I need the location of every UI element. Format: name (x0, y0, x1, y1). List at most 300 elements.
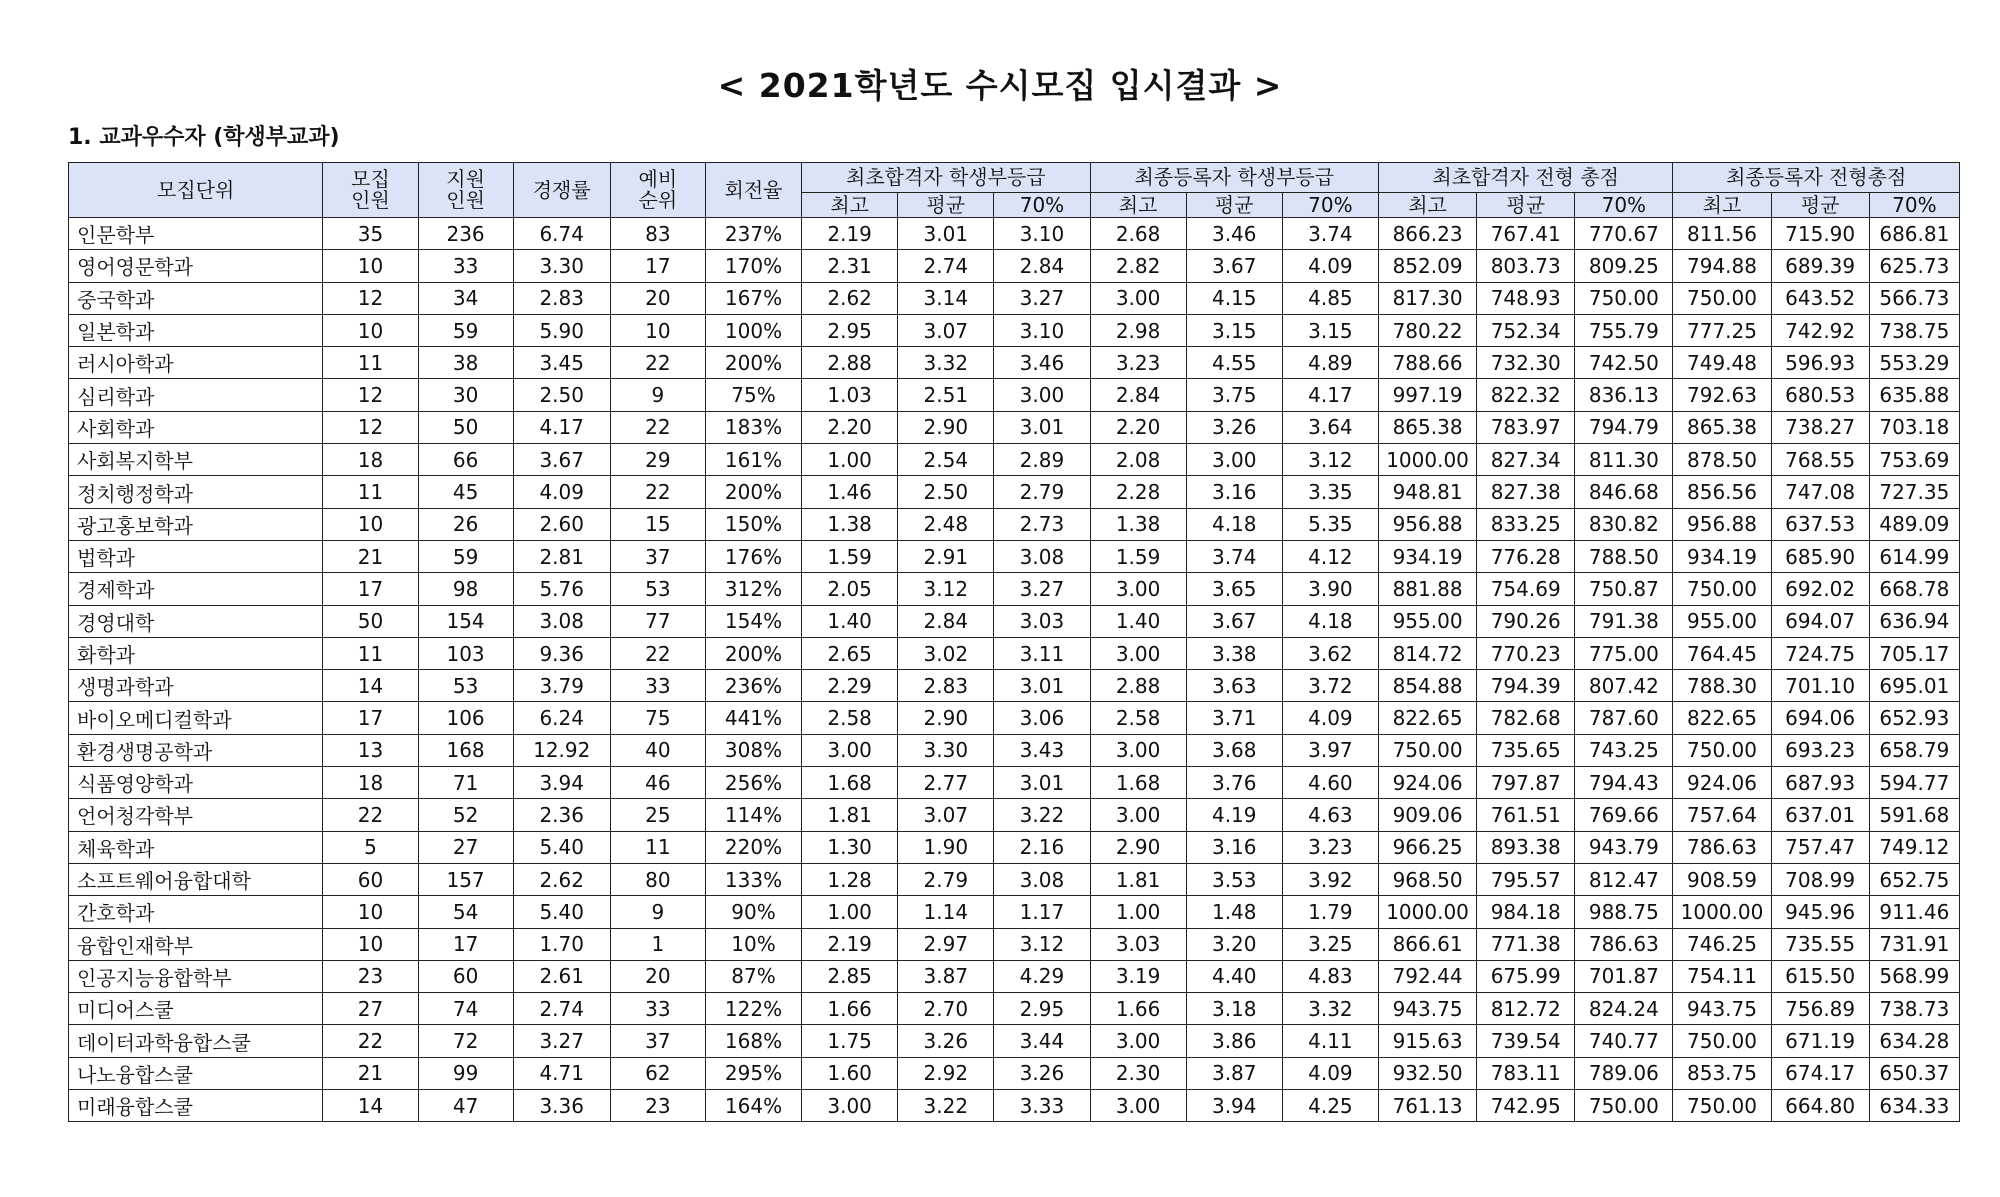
table-cell: 984.18 (1477, 896, 1575, 928)
table-row (69, 605, 1960, 637)
table-cell: 3.32 (898, 347, 994, 379)
table-cell: 4.09 (1282, 1057, 1378, 1089)
table-cell: 22 (610, 637, 705, 669)
table-cell: 2.62 (513, 863, 610, 895)
table-cell: 2.19 (802, 218, 898, 250)
table-cell: 694.06 (1771, 702, 1869, 734)
table-cell: 4.29 (994, 960, 1090, 992)
table-cell: 3.46 (994, 347, 1090, 379)
table-cell: 12 (323, 379, 418, 411)
table-cell: 10 (323, 314, 418, 346)
table-cell: 168 (418, 734, 513, 766)
table-cell: 750.00 (1673, 1090, 1771, 1122)
table-row (69, 540, 1960, 572)
unit-name-cell: 융합인재학부 (69, 928, 323, 960)
table-cell: 46 (610, 767, 705, 799)
table-cell: 814.72 (1378, 637, 1476, 669)
table-cell: 3.65 (1186, 573, 1282, 605)
table-cell: 750.00 (1673, 282, 1771, 314)
table-cell: 75% (705, 379, 801, 411)
unit-name-cell: 인공지능융합학부 (69, 960, 323, 992)
table-cell: 3.26 (994, 1057, 1090, 1089)
table-cell: 689.39 (1771, 250, 1869, 282)
table-cell: 615.50 (1771, 960, 1869, 992)
table-cell: 3.75 (1186, 379, 1282, 411)
table-cell: 71 (418, 767, 513, 799)
table-cell: 4.71 (513, 1057, 610, 1089)
table-cell: 3.71 (1186, 702, 1282, 734)
header-applicants (418, 163, 513, 218)
table-cell: 154 (418, 605, 513, 637)
table-cell: 703.18 (1869, 411, 1959, 443)
table-row (69, 993, 1960, 1025)
table-cell: 3.30 (513, 250, 610, 282)
table-cell: 3.06 (994, 702, 1090, 734)
table-cell: 106 (418, 702, 513, 734)
table-cell: 2.79 (898, 863, 994, 895)
table-cell: 74 (418, 993, 513, 1025)
table-cell: 9 (610, 379, 705, 411)
table-cell: 5.40 (513, 831, 610, 863)
table-cell: 749.12 (1869, 831, 1959, 863)
header-waitlist-text: 예비 순위 (638, 167, 678, 212)
table-cell: 997.19 (1378, 379, 1476, 411)
table-cell: 1.59 (1090, 540, 1186, 572)
table-cell: 3.08 (994, 540, 1090, 572)
table-cell: 1.68 (1090, 767, 1186, 799)
table-cell: 652.93 (1869, 702, 1959, 734)
table-cell: 59 (418, 540, 513, 572)
table-cell: 2.28 (1090, 476, 1186, 508)
header-group-final-score: 최종등록자 전형총점 (1673, 163, 1960, 193)
table-cell: 777.25 (1673, 314, 1771, 346)
table-cell: 671.19 (1771, 1025, 1869, 1057)
table-cell: 2.88 (802, 347, 898, 379)
table-cell: 99 (418, 1057, 513, 1089)
table-cell: 5.40 (513, 896, 610, 928)
unit-name-cell: 경제학과 (69, 573, 323, 605)
table-cell: 9.36 (513, 637, 610, 669)
table-cell: 3.22 (994, 799, 1090, 831)
table-cell: 35 (323, 218, 418, 250)
table-row (69, 702, 1960, 734)
table-cell: 3.10 (994, 314, 1090, 346)
admission-results-table (68, 162, 1960, 1122)
table-cell: 1000.00 (1378, 444, 1476, 476)
table-cell: 797.87 (1477, 767, 1575, 799)
table-cell: 794.39 (1477, 670, 1575, 702)
table-cell: 2.36 (513, 799, 610, 831)
table-cell: 1.90 (898, 831, 994, 863)
table-cell: 3.94 (1186, 1090, 1282, 1122)
table-cell: 12 (323, 411, 418, 443)
table-cell: 1.40 (802, 605, 898, 637)
table-cell: 658.79 (1869, 734, 1959, 766)
unit-name-cell: 나노융합스쿨 (69, 1057, 323, 1089)
table-cell: 2.68 (1090, 218, 1186, 250)
table-cell: 4.09 (1282, 702, 1378, 734)
table-cell: 38 (418, 347, 513, 379)
table-cell: 2.20 (1090, 411, 1186, 443)
table-cell: 743.25 (1575, 734, 1673, 766)
table-cell: 614.99 (1869, 540, 1959, 572)
table-cell: 865.38 (1673, 411, 1771, 443)
table-cell: 757.64 (1673, 799, 1771, 831)
table-row (69, 476, 1960, 508)
table-cell: 807.42 (1575, 670, 1673, 702)
table-cell: 625.73 (1869, 250, 1959, 282)
table-cell: 968.50 (1378, 863, 1476, 895)
table-cell: 780.22 (1378, 314, 1476, 346)
table-row (69, 734, 1960, 766)
table-cell: 18 (323, 767, 418, 799)
table-cell: 14 (323, 1090, 418, 1122)
table-cell: 727.35 (1869, 476, 1959, 508)
table-cell: 782.68 (1477, 702, 1575, 734)
table-cell: 13 (323, 734, 418, 766)
table-cell: 3.27 (513, 1025, 610, 1057)
table-cell: 3.27 (994, 573, 1090, 605)
table-cell: 811.30 (1575, 444, 1673, 476)
table-cell: 761.13 (1378, 1090, 1476, 1122)
table-cell: 11 (323, 476, 418, 508)
table-cell: 2.95 (994, 993, 1090, 1025)
table-cell: 787.60 (1575, 702, 1673, 734)
table-cell: 9 (610, 896, 705, 928)
table-cell: 4.18 (1186, 508, 1282, 540)
header-group-initial-grade: 최초합격자 학생부등급 (802, 163, 1090, 193)
table-cell: 747.08 (1771, 476, 1869, 508)
unit-name-cell: 심리학과 (69, 379, 323, 411)
table-cell: 955.00 (1378, 605, 1476, 637)
table-cell: 635.88 (1869, 379, 1959, 411)
table-cell: 1 (610, 928, 705, 960)
table-cell: 27 (418, 831, 513, 863)
table-cell: 568.99 (1869, 960, 1959, 992)
unit-name-cell: 경영대학 (69, 605, 323, 637)
table-row (69, 282, 1960, 314)
table-cell: 3.67 (1186, 250, 1282, 282)
header-ratio: 경쟁률 (513, 163, 610, 218)
table-row (69, 670, 1960, 702)
table-cell: 846.68 (1575, 476, 1673, 508)
table-cell: 3.14 (898, 282, 994, 314)
table-cell: 14 (323, 670, 418, 702)
table-cell: 769.66 (1575, 799, 1673, 831)
table-cell: 761.51 (1477, 799, 1575, 831)
table-row (69, 831, 1960, 863)
table-cell: 2.90 (1090, 831, 1186, 863)
table-cell: 771.38 (1477, 928, 1575, 960)
table-cell: 75 (610, 702, 705, 734)
table-cell: 3.10 (994, 218, 1090, 250)
table-cell: 652.75 (1869, 863, 1959, 895)
table-cell: 3.26 (898, 1025, 994, 1057)
table-cell: 3.76 (1186, 767, 1282, 799)
unit-name-cell: 중국학과 (69, 282, 323, 314)
table-cell: 643.52 (1771, 282, 1869, 314)
subheader-cell: 70% (1575, 193, 1673, 218)
table-cell: 924.06 (1378, 767, 1476, 799)
header-unit: 모집단위 (69, 163, 323, 218)
table-cell: 2.88 (1090, 670, 1186, 702)
table-cell: 2.79 (994, 476, 1090, 508)
table-cell: 770.23 (1477, 637, 1575, 669)
table-cell: 754.69 (1477, 573, 1575, 605)
table-cell: 1000.00 (1673, 896, 1771, 928)
table-cell: 3.74 (1186, 540, 1282, 572)
unit-name-cell: 체육학과 (69, 831, 323, 863)
table-cell: 2.16 (994, 831, 1090, 863)
table-cell: 2.58 (802, 702, 898, 734)
table-cell: 167% (705, 282, 801, 314)
table-cell: 822.32 (1477, 379, 1575, 411)
table-cell: 23 (610, 1090, 705, 1122)
table-cell: 12.92 (513, 734, 610, 766)
table-cell: 1.30 (802, 831, 898, 863)
table-cell: 4.15 (1186, 282, 1282, 314)
table-cell: 312% (705, 573, 801, 605)
table-cell: 168% (705, 1025, 801, 1057)
table-cell: 792.63 (1673, 379, 1771, 411)
table-cell: 150% (705, 508, 801, 540)
table-row (69, 1090, 1960, 1122)
table-cell: 909.06 (1378, 799, 1476, 831)
table-cell: 1.66 (802, 993, 898, 1025)
table-cell: 2.51 (898, 379, 994, 411)
table-row (69, 250, 1960, 282)
table-cell: 22 (610, 476, 705, 508)
table-cell: 1.60 (802, 1057, 898, 1089)
table-cell: 2.48 (898, 508, 994, 540)
table-cell: 932.50 (1378, 1057, 1476, 1089)
table-cell: 2.50 (898, 476, 994, 508)
table-cell: 4.89 (1282, 347, 1378, 379)
header-turnover: 회전율 (705, 163, 801, 218)
unit-name-cell: 러시아학과 (69, 347, 323, 379)
table-cell: 12 (323, 282, 418, 314)
table-cell: 114% (705, 799, 801, 831)
table-cell: 701.87 (1575, 960, 1673, 992)
table-cell: 157 (418, 863, 513, 895)
table-cell: 27 (323, 993, 418, 1025)
table-cell: 15 (610, 508, 705, 540)
table-cell: 783.97 (1477, 411, 1575, 443)
table-cell: 10 (323, 896, 418, 928)
table-cell: 685.90 (1771, 540, 1869, 572)
table-cell: 3.23 (1090, 347, 1186, 379)
table-cell: 591.68 (1869, 799, 1959, 831)
table-cell: 3.43 (994, 734, 1090, 766)
table-cell: 3.63 (1186, 670, 1282, 702)
table-cell: 4.63 (1282, 799, 1378, 831)
table-cell: 2.82 (1090, 250, 1186, 282)
table-cell: 708.99 (1771, 863, 1869, 895)
table-cell: 1.03 (802, 379, 898, 411)
table-cell: 6.24 (513, 702, 610, 734)
subheader-cell: 70% (1282, 193, 1378, 218)
subheader-cell: 평균 (1771, 193, 1869, 218)
table-cell: 3.00 (802, 734, 898, 766)
table-cell: 66 (418, 444, 513, 476)
table-cell: 836.13 (1575, 379, 1673, 411)
table-cell: 22 (323, 799, 418, 831)
table-cell: 1.66 (1090, 993, 1186, 1025)
table-cell: 767.41 (1477, 218, 1575, 250)
table-cell: 1.38 (802, 508, 898, 540)
table-cell: 757.47 (1771, 831, 1869, 863)
table-cell: 948.81 (1378, 476, 1476, 508)
table-cell: 2.83 (513, 282, 610, 314)
table-cell: 5.90 (513, 314, 610, 346)
table-cell: 4.55 (1186, 347, 1282, 379)
header-quota-text: 모집 인원 (351, 167, 390, 212)
table-cell: 3.08 (513, 605, 610, 637)
table-cell: 750.00 (1575, 282, 1673, 314)
table-cell: 5.35 (1282, 508, 1378, 540)
table-row (69, 347, 1960, 379)
table-cell: 23 (323, 960, 418, 992)
table-cell: 90% (705, 896, 801, 928)
table-cell: 1.75 (802, 1025, 898, 1057)
table-cell: 236% (705, 670, 801, 702)
table-cell: 792.44 (1378, 960, 1476, 992)
table-cell: 1.46 (802, 476, 898, 508)
table-cell: 176% (705, 540, 801, 572)
table-cell: 3.16 (1186, 476, 1282, 508)
table-row (69, 314, 1960, 346)
subheader-cell: 평균 (1477, 193, 1575, 218)
table-row (69, 799, 1960, 831)
table-cell: 80 (610, 863, 705, 895)
header-applicants-text: 지원 인원 (446, 167, 485, 212)
table-cell: 200% (705, 347, 801, 379)
table-cell: 25 (610, 799, 705, 831)
table-cell: 3.01 (994, 767, 1090, 799)
table-cell: 956.88 (1378, 508, 1476, 540)
table-cell: 183% (705, 411, 801, 443)
table-cell: 3.00 (1090, 1090, 1186, 1122)
table-cell: 83 (610, 218, 705, 250)
table-cell: 10 (610, 314, 705, 346)
table-cell: 21 (323, 1057, 418, 1089)
table-cell: 750.00 (1673, 734, 1771, 766)
table-cell: 1.81 (1090, 863, 1186, 895)
table-cell: 945.96 (1771, 896, 1869, 928)
table-cell: 809.25 (1575, 250, 1673, 282)
table-cell: 811.56 (1673, 218, 1771, 250)
table-cell: 739.54 (1477, 1025, 1575, 1057)
table-cell: 60 (323, 863, 418, 895)
table-cell: 3.07 (898, 314, 994, 346)
table-cell: 3.18 (1186, 993, 1282, 1025)
table-cell: 60 (418, 960, 513, 992)
table-cell: 636.94 (1869, 605, 1959, 637)
unit-name-cell: 일본학과 (69, 314, 323, 346)
table-cell: 822.65 (1378, 702, 1476, 734)
table-cell: 824.24 (1575, 993, 1673, 1025)
table-cell: 3.00 (1090, 799, 1186, 831)
table-cell: 746.25 (1673, 928, 1771, 960)
table-cell: 2.58 (1090, 702, 1186, 734)
table-cell: 2.05 (802, 573, 898, 605)
table-cell: 22 (610, 411, 705, 443)
section-title: 1. 교과우수자 (학생부교과) (68, 125, 340, 150)
table-cell: 3.35 (1282, 476, 1378, 508)
table-cell: 3.08 (994, 863, 1090, 895)
table-cell: 566.73 (1869, 282, 1959, 314)
table-cell: 783.11 (1477, 1057, 1575, 1089)
table-cell: 854.88 (1378, 670, 1476, 702)
table-cell: 236 (418, 218, 513, 250)
table-cell: 2.62 (802, 282, 898, 314)
table-cell: 2.31 (802, 250, 898, 282)
header-quota (323, 163, 418, 218)
table-cell: 788.50 (1575, 540, 1673, 572)
table-row (69, 863, 1960, 895)
table-cell: 161% (705, 444, 801, 476)
table-cell: 2.77 (898, 767, 994, 799)
table-cell: 1.28 (802, 863, 898, 895)
table-cell: 596.93 (1771, 347, 1869, 379)
table-cell: 637.01 (1771, 799, 1869, 831)
table-cell: 2.83 (898, 670, 994, 702)
table-cell: 33 (610, 993, 705, 1025)
table-cell: 755.79 (1575, 314, 1673, 346)
table-cell: 1.00 (802, 444, 898, 476)
unit-name-cell: 사회학과 (69, 411, 323, 443)
table-cell: 11 (610, 831, 705, 863)
table-cell: 1.70 (513, 928, 610, 960)
table-cell: 2.91 (898, 540, 994, 572)
table-cell: 2.74 (898, 250, 994, 282)
table-cell: 694.07 (1771, 605, 1869, 637)
table-cell: 3.20 (1186, 928, 1282, 960)
table-cell: 4.83 (1282, 960, 1378, 992)
table-cell: 3.00 (1186, 444, 1282, 476)
table-cell: 795.57 (1477, 863, 1575, 895)
unit-name-cell: 생명과학과 (69, 670, 323, 702)
table-cell: 695.01 (1869, 670, 1959, 702)
table-cell: 4.18 (1282, 605, 1378, 637)
table-cell: 943.79 (1575, 831, 1673, 863)
subheader-cell: 최고 (1378, 193, 1476, 218)
table-cell: 220% (705, 831, 801, 863)
table-cell: 856.56 (1673, 476, 1771, 508)
table-cell: 103 (418, 637, 513, 669)
table-cell: 3.68 (1186, 734, 1282, 766)
table-row (69, 896, 1960, 928)
unit-name-cell: 화학과 (69, 637, 323, 669)
table-cell: 3.94 (513, 767, 610, 799)
unit-name-cell: 바이오메디컬학과 (69, 702, 323, 734)
table-cell: 750.00 (1673, 1025, 1771, 1057)
table-cell: 62 (610, 1057, 705, 1089)
table-cell: 2.84 (898, 605, 994, 637)
table-cell: 77 (610, 605, 705, 637)
table-cell: 2.98 (1090, 314, 1186, 346)
table-cell: 749.48 (1673, 347, 1771, 379)
table-cell: 934.19 (1378, 540, 1476, 572)
table-cell: 2.19 (802, 928, 898, 960)
table-cell: 934.19 (1673, 540, 1771, 572)
table-cell: 675.99 (1477, 960, 1575, 992)
unit-name-cell: 인문학부 (69, 218, 323, 250)
table-cell: 20 (610, 282, 705, 314)
table-cell: 489.09 (1869, 508, 1959, 540)
table-cell: 812.47 (1575, 863, 1673, 895)
unit-name-cell: 데이터과학융합스쿨 (69, 1025, 323, 1057)
